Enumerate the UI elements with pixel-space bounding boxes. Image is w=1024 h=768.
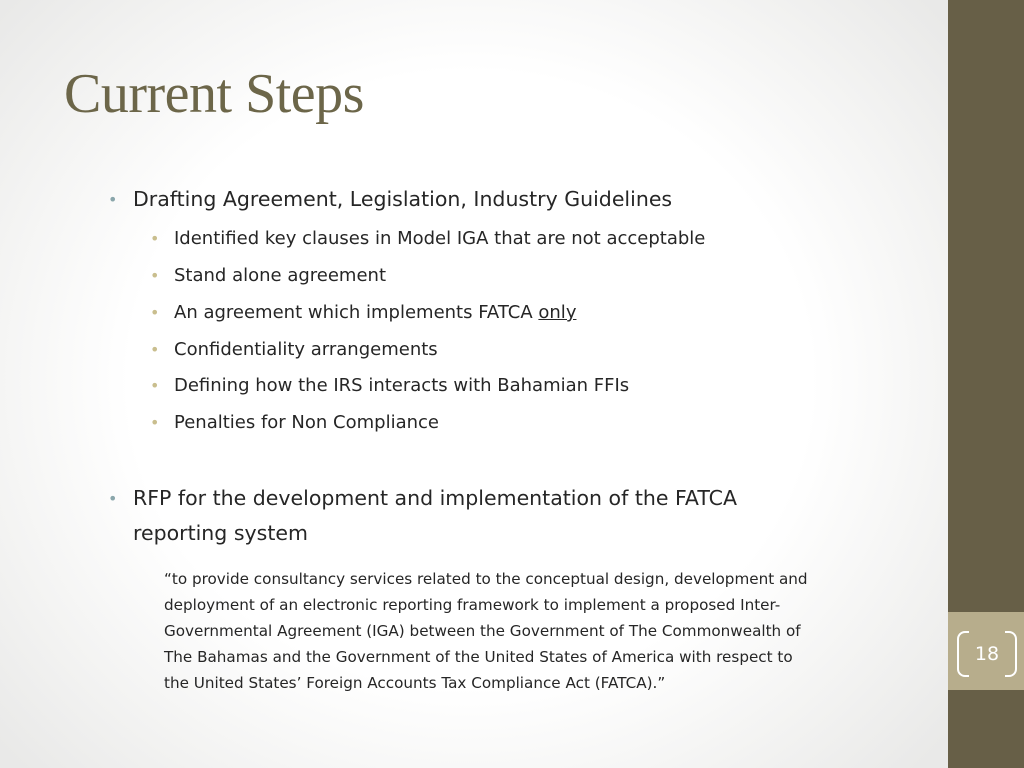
sub-bullet-stand-alone: Stand alone agreement <box>174 265 387 286</box>
sub-bullet-dot-icon: • <box>150 376 160 395</box>
sub-bullet-dot-icon: • <box>150 229 160 248</box>
bullet-drafting: Drafting Agreement, Legislation, Industry Guidelines <box>133 187 673 211</box>
slide-number: 18 <box>974 643 1000 665</box>
sub-bullet-penalties: Penalties for Non Compliance <box>174 412 439 433</box>
slide-title: Current Steps <box>64 63 364 125</box>
bullet-rfp-line2: reporting system <box>133 521 308 545</box>
sub-bullet-confidentiality: Confidentiality arrangements <box>174 339 438 360</box>
sub-bullet-dot-icon: • <box>150 340 160 359</box>
sub-bullet-dot-icon: • <box>150 266 160 285</box>
sub-bullet-fatca-only <box>174 302 576 323</box>
bullet-rfp-line1: RFP for the development and implementation of the FATCA <box>133 486 737 510</box>
sub-bullet-dot-icon: • <box>150 413 160 432</box>
bullet-dot-icon: • <box>108 489 118 508</box>
bullet-dot-icon: • <box>108 190 118 209</box>
sub-bullet-dot-icon: • <box>150 303 160 322</box>
emphasis-only: only <box>538 302 577 323</box>
sub-bullet-key-clauses: Identified key clauses in Model IGA that are not acceptable <box>174 228 706 249</box>
sub-bullet-fatca-text: An agreement which implements FATCA <box>174 302 539 323</box>
sub-bullet-irs-interacts: Defining how the IRS interacts with Bahamian FFIs <box>174 375 630 396</box>
rfp-quote: “to provide consultancy services related to the conceptual design, development and deployment of an electronic reporting framework to implement a proposed Inter- Governmental Agreement (IGA) between the Government of The Commonwealth of The Bahamas and the Government of the United States of America with respect to the United States’ Foreign Accounts Tax Compliance Act (FATCA).” <box>164 570 808 692</box>
